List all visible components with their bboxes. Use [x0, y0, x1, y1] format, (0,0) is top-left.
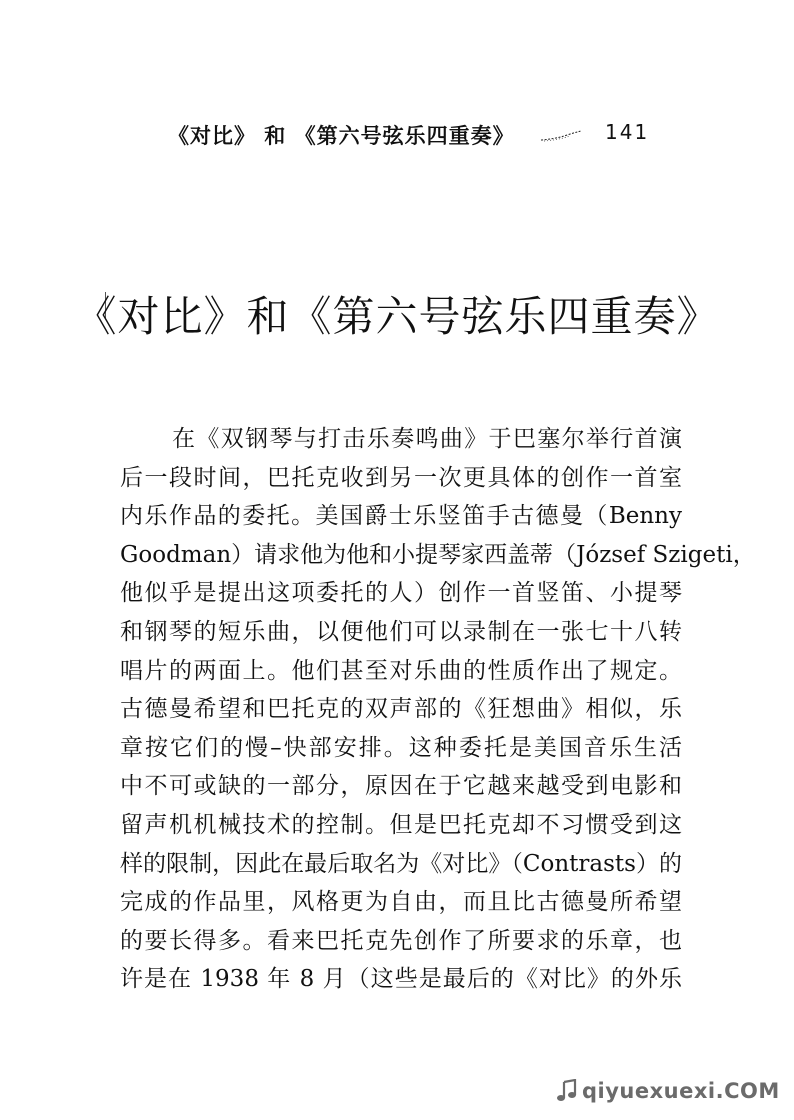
text-line: 和钢琴的短乐曲，以便他们可以录制在一张七十八转: [120, 618, 682, 645]
page-number: 141: [605, 120, 650, 144]
watermark: [556, 1074, 786, 1108]
text-line: 中不可或缺的一部分，原因在于它越来越受到电影和: [120, 773, 682, 800]
watermark-text: qiyuexuexi.COM: [582, 1079, 780, 1103]
running-header: [0, 116, 794, 152]
text-line: 完成的作品里，风格更为自由，而且比古德曼所希望: [120, 889, 682, 916]
running-title: 《对比》 和 《第六号弦乐四重奏》: [168, 123, 515, 148]
body-paragraph: [120, 420, 756, 999]
text-line: 后一段时间，巴托克收到另一次更具体的创作一首室: [120, 464, 682, 491]
text-line: 古德曼希望和巴托克的双声部的《狂想曲》相似，乐: [120, 696, 682, 723]
text-line: 的要长得多。看来巴托克先创作了所要求的乐章，也: [120, 927, 682, 954]
text-line: 留声机机械技术的控制。但是巴托克却不习惯受到这: [120, 811, 682, 838]
text-line: 样的限制，因此在最后取名为《对比》（Contrasts）的: [120, 850, 682, 877]
text-line: 许是在 1938 年 8 月（这些是最后的《对比》的外乐: [120, 966, 682, 993]
chapter-title: 《对比》和《第六号弦乐四重奏》: [74, 292, 720, 341]
text-line: 他似乎是提出这项委托的人）创作一首竖笛、小提琴: [120, 580, 682, 607]
text-line: Goodman）请求他为他和小提琴家西盖蒂（József Szigeti，: [120, 541, 756, 568]
text-line: 在《双钢琴与打击乐奏鸣曲》于巴塞尔举行首演: [172, 426, 682, 452]
text-line: 内乐作品的委托。美国爵士乐竖笛手古德曼（Benny: [120, 503, 682, 530]
music-note-icon: [556, 1079, 578, 1103]
text-line: 唱片的两面上。他们甚至对乐曲的性质作出了规定。: [120, 657, 682, 684]
header-ornament-icon: [540, 130, 582, 142]
text-line: 章按它们的慢–快部安排。这种委托是美国音乐生活: [120, 734, 682, 761]
